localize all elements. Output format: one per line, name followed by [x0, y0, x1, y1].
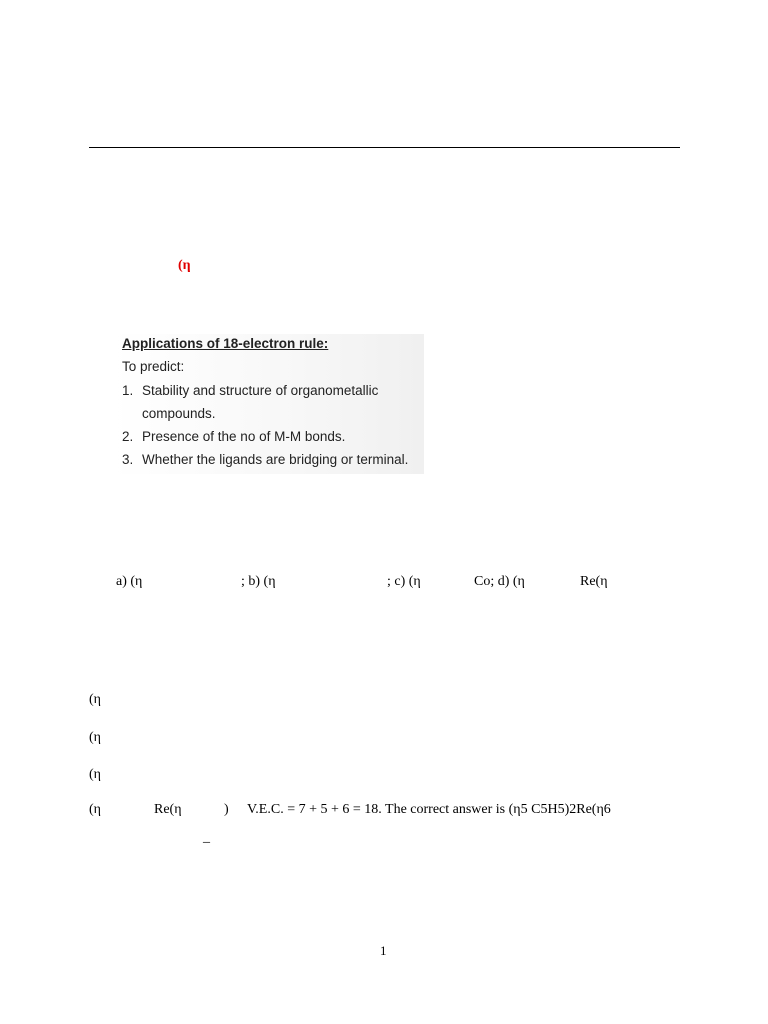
solution-line-5: _	[203, 830, 210, 845]
applications-intro: To predict:	[122, 359, 185, 374]
list-item-text: Stability and structure of organometallic	[142, 383, 379, 398]
list-item-number: 2.	[122, 429, 134, 444]
applications-figure	[112, 334, 424, 474]
list-item	[122, 452, 408, 467]
list-item-text: Presence of the no of M-M bonds.	[142, 429, 346, 444]
option-d-fragment: Co; d) (η	[474, 574, 525, 589]
list-item	[122, 383, 378, 398]
page-number: 1	[380, 943, 387, 958]
solution-line-4-text: V.E.C. = 7 + 5 + 6 = 18. The correct answer is (η5 C5H5)2Re(η6	[247, 802, 611, 817]
solution-line-3: (η	[89, 767, 101, 782]
list-item-number: 1.	[122, 383, 134, 398]
list-item-continuation: compounds.	[142, 406, 216, 421]
option-c-fragment: ; c) (η	[387, 574, 421, 589]
list-item	[122, 429, 345, 444]
applications-title: Applications of 18-electron rule:	[122, 336, 329, 351]
red-eta-fragment: (η	[178, 258, 191, 273]
solution-line-4-paren: )	[224, 802, 229, 817]
option-b-fragment: ; b) (η	[241, 574, 276, 589]
solution-line-4-start: (η	[89, 802, 101, 817]
header-divider	[89, 147, 680, 148]
solution-line-1: (η	[89, 692, 101, 707]
solution-line-4-re: Re(η	[154, 802, 182, 817]
option-e-fragment: Re(η	[580, 574, 608, 589]
option-a-fragment: a) (η	[116, 574, 143, 589]
list-item-number: 3.	[122, 452, 134, 467]
list-item-text: Whether the ligands are bridging or terminal.	[142, 452, 409, 467]
solution-line-2: (η	[89, 730, 101, 745]
